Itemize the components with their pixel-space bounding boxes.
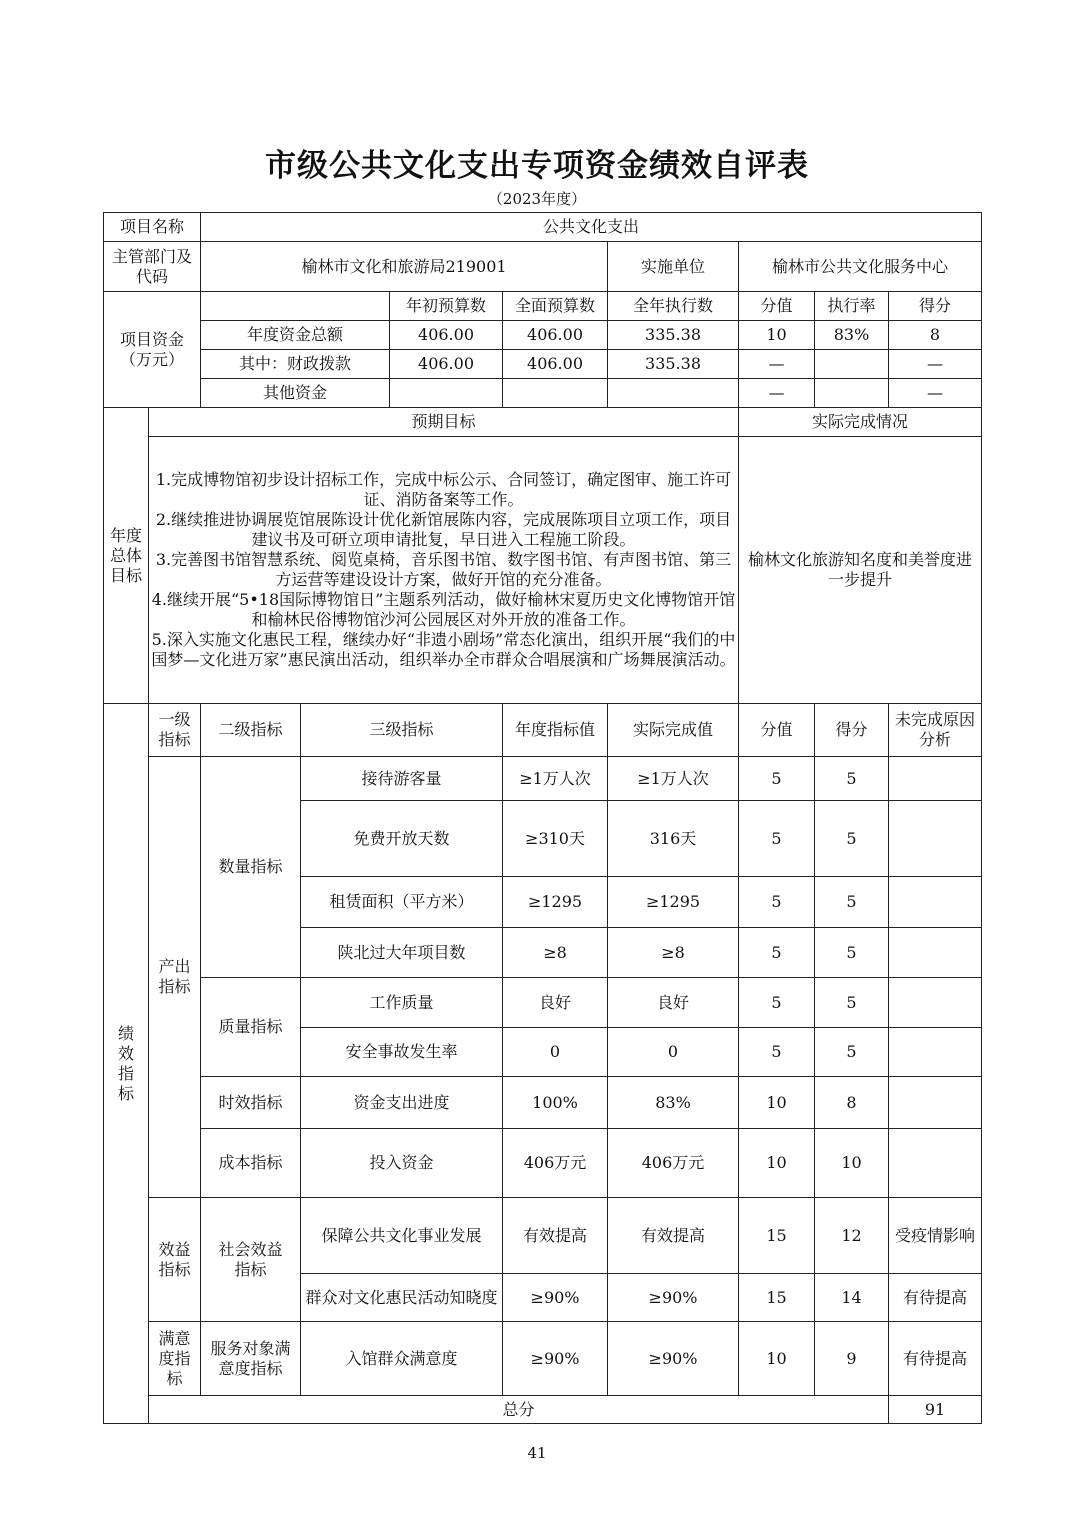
page-title: 市级公共文化支出专项资金绩效自评表 (265, 148, 809, 184)
funds-cell: 406.00 (390, 321, 503, 350)
indicator-got: 5 (815, 928, 889, 978)
indicator-score: 10 (739, 1322, 815, 1396)
indicator-reason (889, 801, 982, 877)
funds-cell (815, 379, 889, 408)
indicator-reason (889, 978, 982, 1028)
level2-quality: 质量指标 (201, 978, 301, 1077)
indicator-score: 5 (739, 1028, 815, 1077)
expected-goals-header: 预期目标 (149, 408, 739, 437)
funds-cell: 83% (815, 321, 889, 350)
funds-cell: — (889, 379, 982, 408)
indicator-reason (889, 1129, 982, 1198)
indicator-target: 良好 (503, 978, 608, 1028)
project-name-value: 公共文化支出 (201, 213, 982, 242)
funds-row-label: 其他资金 (201, 379, 390, 408)
indicator-reason: 有待提高 (889, 1322, 982, 1396)
indicator-score: 10 (739, 1129, 815, 1198)
indicator-score: 5 (739, 928, 815, 978)
funds-cell (390, 379, 503, 408)
indicator-score: 5 (739, 978, 815, 1028)
indicator-header: 实际完成值 (608, 704, 739, 757)
funds-cell: 335.38 (608, 321, 739, 350)
indicator-reason: 有待提高 (889, 1274, 982, 1322)
dept-label: 主管部门及代码 (104, 242, 201, 292)
funds-header: 分值 (739, 292, 815, 321)
level2-cost: 成本指标 (201, 1129, 301, 1198)
indicator-target: ≥310天 (503, 801, 608, 877)
level2-social-benefit: 社会效益指标 (201, 1198, 301, 1322)
goals-label: 年度总体目标 (104, 408, 149, 704)
indicator-got: 12 (815, 1198, 889, 1274)
indicator-got: 5 (815, 757, 889, 801)
total-value: 91 (889, 1396, 982, 1424)
expected-goals-list (149, 437, 739, 704)
funds-cell: 406.00 (503, 350, 608, 379)
indicator-reason (889, 757, 982, 801)
goal-item: 2.继续推进协调展览馆展陈设计优化新馆展陈内容，完成展陈项目立项工作，项目建议书及可研立项申请批复，早日进入工程施工阶段。 (155, 510, 732, 549)
funds-header: 全面预算数 (503, 292, 608, 321)
project-name-label: 项目名称 (104, 213, 201, 242)
level1-satisfaction: 满意度指标 (149, 1322, 201, 1396)
indicator-name: 资金支出进度 (301, 1077, 503, 1129)
indicator-actual: 良好 (608, 978, 739, 1028)
funds-cell: 406.00 (390, 350, 503, 379)
level2-timeliness: 时效指标 (201, 1077, 301, 1129)
indicator-actual: ≥90% (608, 1322, 739, 1396)
indicator-actual: 83% (608, 1077, 739, 1129)
page-number: 41 (527, 1444, 547, 1462)
goal-item: 4.继续开展“5•18国际博物馆日”主题系列活动，做好榆林宋夏历史文化博物馆开馆和榆林民俗博物馆沙河公园展区对外开放的准备工作。 (151, 590, 736, 629)
indicator-reason (889, 877, 982, 928)
indicator-got: 5 (815, 801, 889, 877)
goal-item: 5.深入实施文化惠民工程，继续办好“非遗小剧场”常态化演出，组织开展“我们的中国梦—文化进万家”惠民演出活动，组织举办全市群众合唱展演和广场舞展演活动。 (151, 630, 736, 669)
goal-item: 3.完善图书馆智慧系统、阅览桌椅，音乐图书馆、数字图书馆、有声图书馆、第三方运营等建设设计方案，做好开馆的充分准备。 (155, 550, 732, 589)
indicator-target: ≥90% (503, 1274, 608, 1322)
funds-row-label: 年度资金总额 (201, 321, 390, 350)
indicator-target: 有效提高 (503, 1198, 608, 1274)
funds-header-blank (201, 292, 390, 321)
indicator-header: 分值 (739, 704, 815, 757)
year-subtitle: （2023年度） (487, 190, 587, 208)
funds-cell (503, 379, 608, 408)
level2-quantity: 数量指标 (201, 757, 301, 978)
indicator-header: 未完成原因分析 (889, 704, 982, 757)
indicator-name: 入馆群众满意度 (301, 1322, 503, 1396)
level1-output: 产出指标 (149, 757, 201, 1198)
funds-cell: — (889, 350, 982, 379)
indicator-reason (889, 928, 982, 978)
actual-result-header: 实际完成情况 (739, 408, 982, 437)
indicator-header: 二级指标 (201, 704, 301, 757)
indicator-score: 5 (739, 757, 815, 801)
indicator-got: 10 (815, 1129, 889, 1198)
funds-cell (608, 379, 739, 408)
indicator-name: 租赁面积（平方米） (301, 877, 503, 928)
indicator-actual: ≥8 (608, 928, 739, 978)
impl-value: 榆林市公共文化服务中心 (739, 242, 982, 292)
funds-cell: — (739, 379, 815, 408)
indicator-got: 5 (815, 1028, 889, 1077)
funds-cell: 8 (889, 321, 982, 350)
dept-value: 榆林市文化和旅游局219001 (201, 242, 608, 292)
indicator-target: 406万元 (503, 1129, 608, 1198)
indicator-reason: 受疫情影响 (889, 1198, 982, 1274)
funds-row-label: 其中：财政拨款 (201, 350, 390, 379)
indicator-name: 陕北过大年项目数 (301, 928, 503, 978)
indicator-header: 得分 (815, 704, 889, 757)
indicator-target: ≥1万人次 (503, 757, 608, 801)
indicator-got: 14 (815, 1274, 889, 1322)
indicator-target: ≥8 (503, 928, 608, 978)
actual-result-text: 榆林文化旅游知名度和美誉度进一步提升 (739, 437, 982, 704)
indicator-name: 保障公共文化事业发展 (301, 1198, 503, 1274)
indicator-score: 15 (739, 1274, 815, 1322)
indicator-got: 5 (815, 978, 889, 1028)
funds-cell: 335.38 (608, 350, 739, 379)
funds-header: 年初预算数 (390, 292, 503, 321)
evaluation-table (103, 212, 982, 1424)
level1-benefit: 效益指标 (149, 1198, 201, 1322)
indicator-header: 年度指标值 (503, 704, 608, 757)
indicator-actual: 406万元 (608, 1129, 739, 1198)
indicator-actual: ≥1295 (608, 877, 739, 928)
funds-header: 全年执行数 (608, 292, 739, 321)
indicator-actual: 有效提高 (608, 1198, 739, 1274)
indicator-target: 100% (503, 1077, 608, 1129)
indicator-reason (889, 1077, 982, 1129)
indicator-reason (889, 1028, 982, 1077)
indicator-actual: 0 (608, 1028, 739, 1077)
indicator-target: ≥90% (503, 1322, 608, 1396)
indicator-got: 5 (815, 877, 889, 928)
indicator-score: 15 (739, 1198, 815, 1274)
indicator-target: ≥1295 (503, 877, 608, 928)
impl-label: 实施单位 (608, 242, 739, 292)
indicator-name: 接待游客量 (301, 757, 503, 801)
indicator-score: 5 (739, 877, 815, 928)
funds-cell: 10 (739, 321, 815, 350)
indicator-header: 一级指标 (149, 704, 201, 757)
funds-header: 执行率 (815, 292, 889, 321)
indicator-name: 安全事故发生率 (301, 1028, 503, 1077)
funds-label: 项目资金（万元） (104, 292, 201, 408)
indicator-target: 0 (503, 1028, 608, 1077)
funds-cell: — (739, 350, 815, 379)
funds-cell: 406.00 (503, 321, 608, 350)
indicator-actual: 316天 (608, 801, 739, 877)
indicators-label: 绩效指标 (104, 704, 149, 1424)
funds-cell (815, 350, 889, 379)
indicator-name: 投入资金 (301, 1129, 503, 1198)
indicator-name: 免费开放天数 (301, 801, 503, 877)
indicator-got: 9 (815, 1322, 889, 1396)
indicator-name: 群众对文化惠民活动知晓度 (301, 1274, 503, 1322)
indicator-name: 工作质量 (301, 978, 503, 1028)
total-label: 总分 (149, 1396, 889, 1424)
indicator-header: 三级指标 (301, 704, 503, 757)
indicator-actual: ≥90% (608, 1274, 739, 1322)
level2-service-satisfaction: 服务对象满意度指标 (201, 1322, 301, 1396)
indicator-actual: ≥1万人次 (608, 757, 739, 801)
goal-item: 1.完成博物馆初步设计招标工作，完成中标公示、合同签订，确定图审、施工许可证、消防备案等工作。 (155, 470, 732, 509)
indicator-score: 5 (739, 801, 815, 877)
indicator-score: 10 (739, 1077, 815, 1129)
funds-header: 得分 (889, 292, 982, 321)
indicator-got: 8 (815, 1077, 889, 1129)
